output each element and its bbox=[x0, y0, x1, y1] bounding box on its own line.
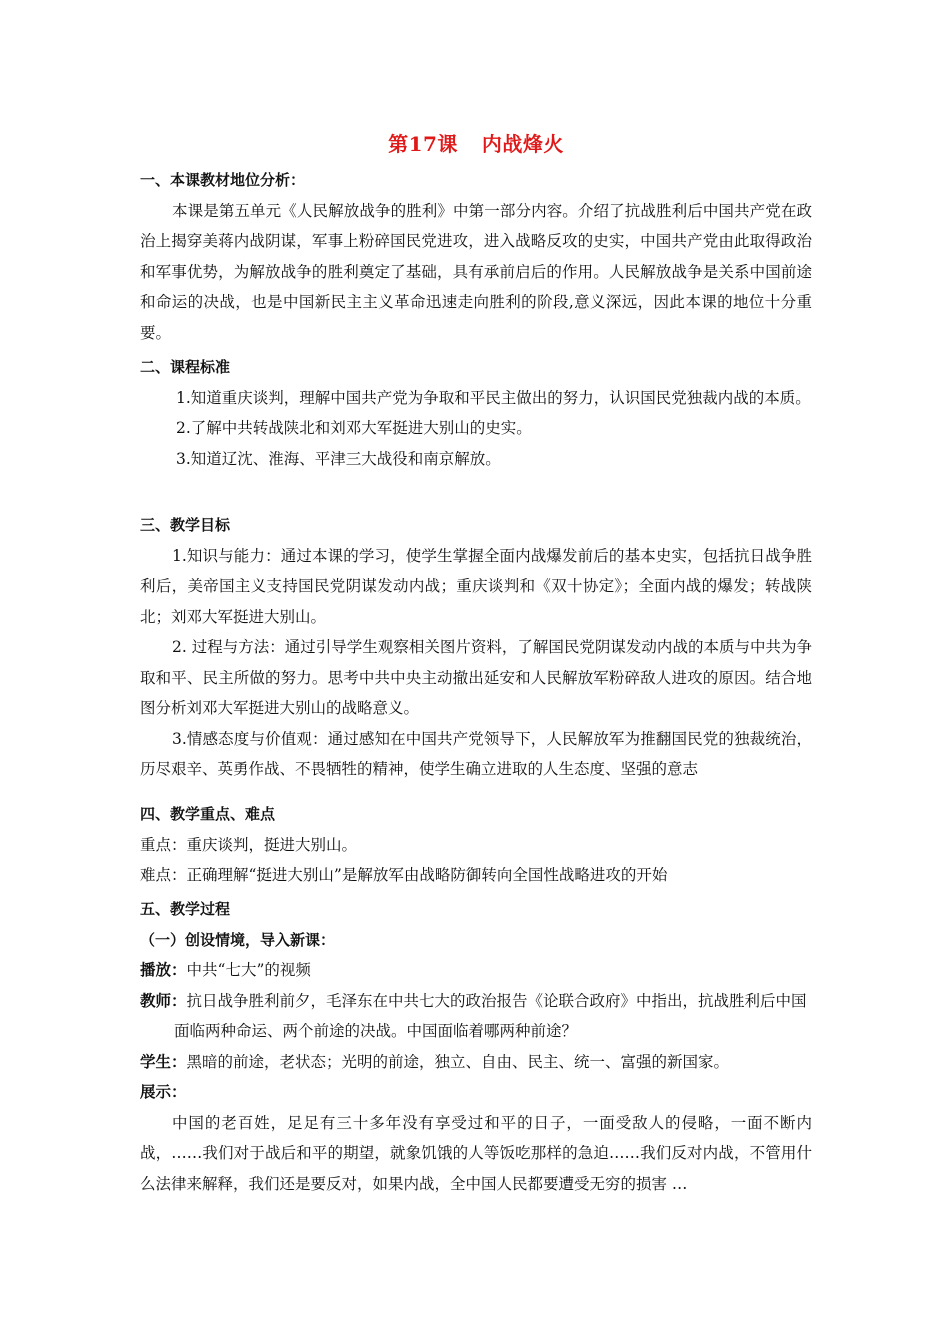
section-1-heading: 一、本课教材地位分析： bbox=[140, 171, 306, 189]
student-label: 学生： bbox=[140, 1052, 187, 1071]
page-title bbox=[140, 128, 812, 157]
teacher-line bbox=[140, 986, 812, 1047]
play-text: 中共“七大”的视频 bbox=[186, 961, 311, 979]
student-line bbox=[140, 1047, 812, 1078]
student-text: 黑暗的前途，老状态；光明的前途，独立、自由、民主、统一、富强的新国家。 bbox=[186, 1052, 730, 1071]
objective-item-1: 1.知识与能力：通过本课的学习，使学生掌握全面内战爆发前后的基本史实，包括抗日战争胜利后，美帝国主义支持国民党阴谋发动内战；重庆谈判和《双十协定》；全面内战的爆发；转战陕北；刘邓大军挺进大别山。 bbox=[140, 546, 812, 626]
play-label: 播放： bbox=[140, 961, 187, 979]
lesson-name: 内战烽火 bbox=[481, 132, 564, 156]
section-4-heading: 四、教学重点、难点 bbox=[140, 805, 276, 823]
lesson-number: 第17课 bbox=[388, 132, 458, 156]
section-5-heading: 五、教学过程 bbox=[140, 900, 231, 918]
section-1-paragraph: 本课是第五单元《人民解放战争的胜利》中第一部分内容。介绍了抗战胜利后中国共产党在政治上揭穿美蒋内战阴谋，军事上粉碎国民党进攻，进入战略反攻的史实，中国共产党由此取得政治和军事优势，为解放战争的胜利奠定了基础，具有承前启后的作用。人民解放战争是关系中国前途和命运的决战，也是中国新民主主义革命迅速走向胜利的阶段,意义深远，因此本课的地位十分重要。 bbox=[140, 201, 812, 342]
show-quote: 中国的老百姓，足足有三十多年没有享受过和平的日子，一面受敌人的侵略，一面不断内战，……我们对于战后和平的期望，就象饥饿的人等饭吃那样的急迫……我们反对内战，不管用什么法律来解释，我们还是要反对，如果内战，全中国人民都要遭受无穷的损害 … bbox=[140, 1113, 812, 1193]
show-label: 展示： bbox=[140, 1083, 187, 1101]
section-5-subheading: （一）创设情境，导入新课： bbox=[140, 930, 336, 949]
section-4 bbox=[140, 799, 812, 891]
standard-item-1: 1.知道重庆谈判，理解中国共产党为争取和平民主做出的努力，认识国民党独裁内战的本质。 bbox=[176, 388, 811, 407]
teacher-label: 教师： bbox=[140, 991, 187, 1010]
standard-item-3: 3.知道辽沈、淮海、平津三大战役和南京解放。 bbox=[176, 449, 501, 468]
teacher-text: 抗日战争胜利前夕，毛泽东在中共七大的政治报告《论联合政府》中指出，抗战胜利后中国面临两种命运、两个前途的决战。中国面临着哪两种前途？ bbox=[174, 991, 807, 1040]
section-1 bbox=[140, 165, 812, 348]
objective-item-3: 3.情感态度与价值观：通过感知在中国共产党领导下，人民解放军为推翻国民党的独裁统治，历尽艰辛、英勇作战、不畏牺牲的精神，使学生确立进取的人生态度、坚强的意志 bbox=[140, 729, 812, 778]
play-line bbox=[140, 955, 812, 986]
section-3-heading: 三、教学目标 bbox=[140, 516, 231, 534]
key-point: 重点：重庆谈判，挺进大别山。 bbox=[140, 835, 358, 854]
section-2 bbox=[140, 352, 812, 474]
standard-item-2: 2.了解中共转战陕北和刘邓大军挺进大别山的史实。 bbox=[176, 419, 532, 437]
objective-item-2: 2. 过程与方法：通过引导学生观察相关图片资料，了解国民党阴谋发动内战的本质与中共为争取和平、民主所做的努力。思考中共中央主动撤出延安和人民解放军粉碎敌人进攻的原因。结合地图分析刘邓大军挺进大别山的战略意义。 bbox=[140, 638, 812, 717]
section-2-heading: 二、课程标准 bbox=[140, 358, 231, 376]
section-5 bbox=[140, 894, 812, 1199]
section-3 bbox=[140, 510, 812, 785]
difficult-point: 难点：正确理解“挺进大别山”是解放军由战略防御转向全国性战略进攻的开始 bbox=[140, 866, 668, 884]
